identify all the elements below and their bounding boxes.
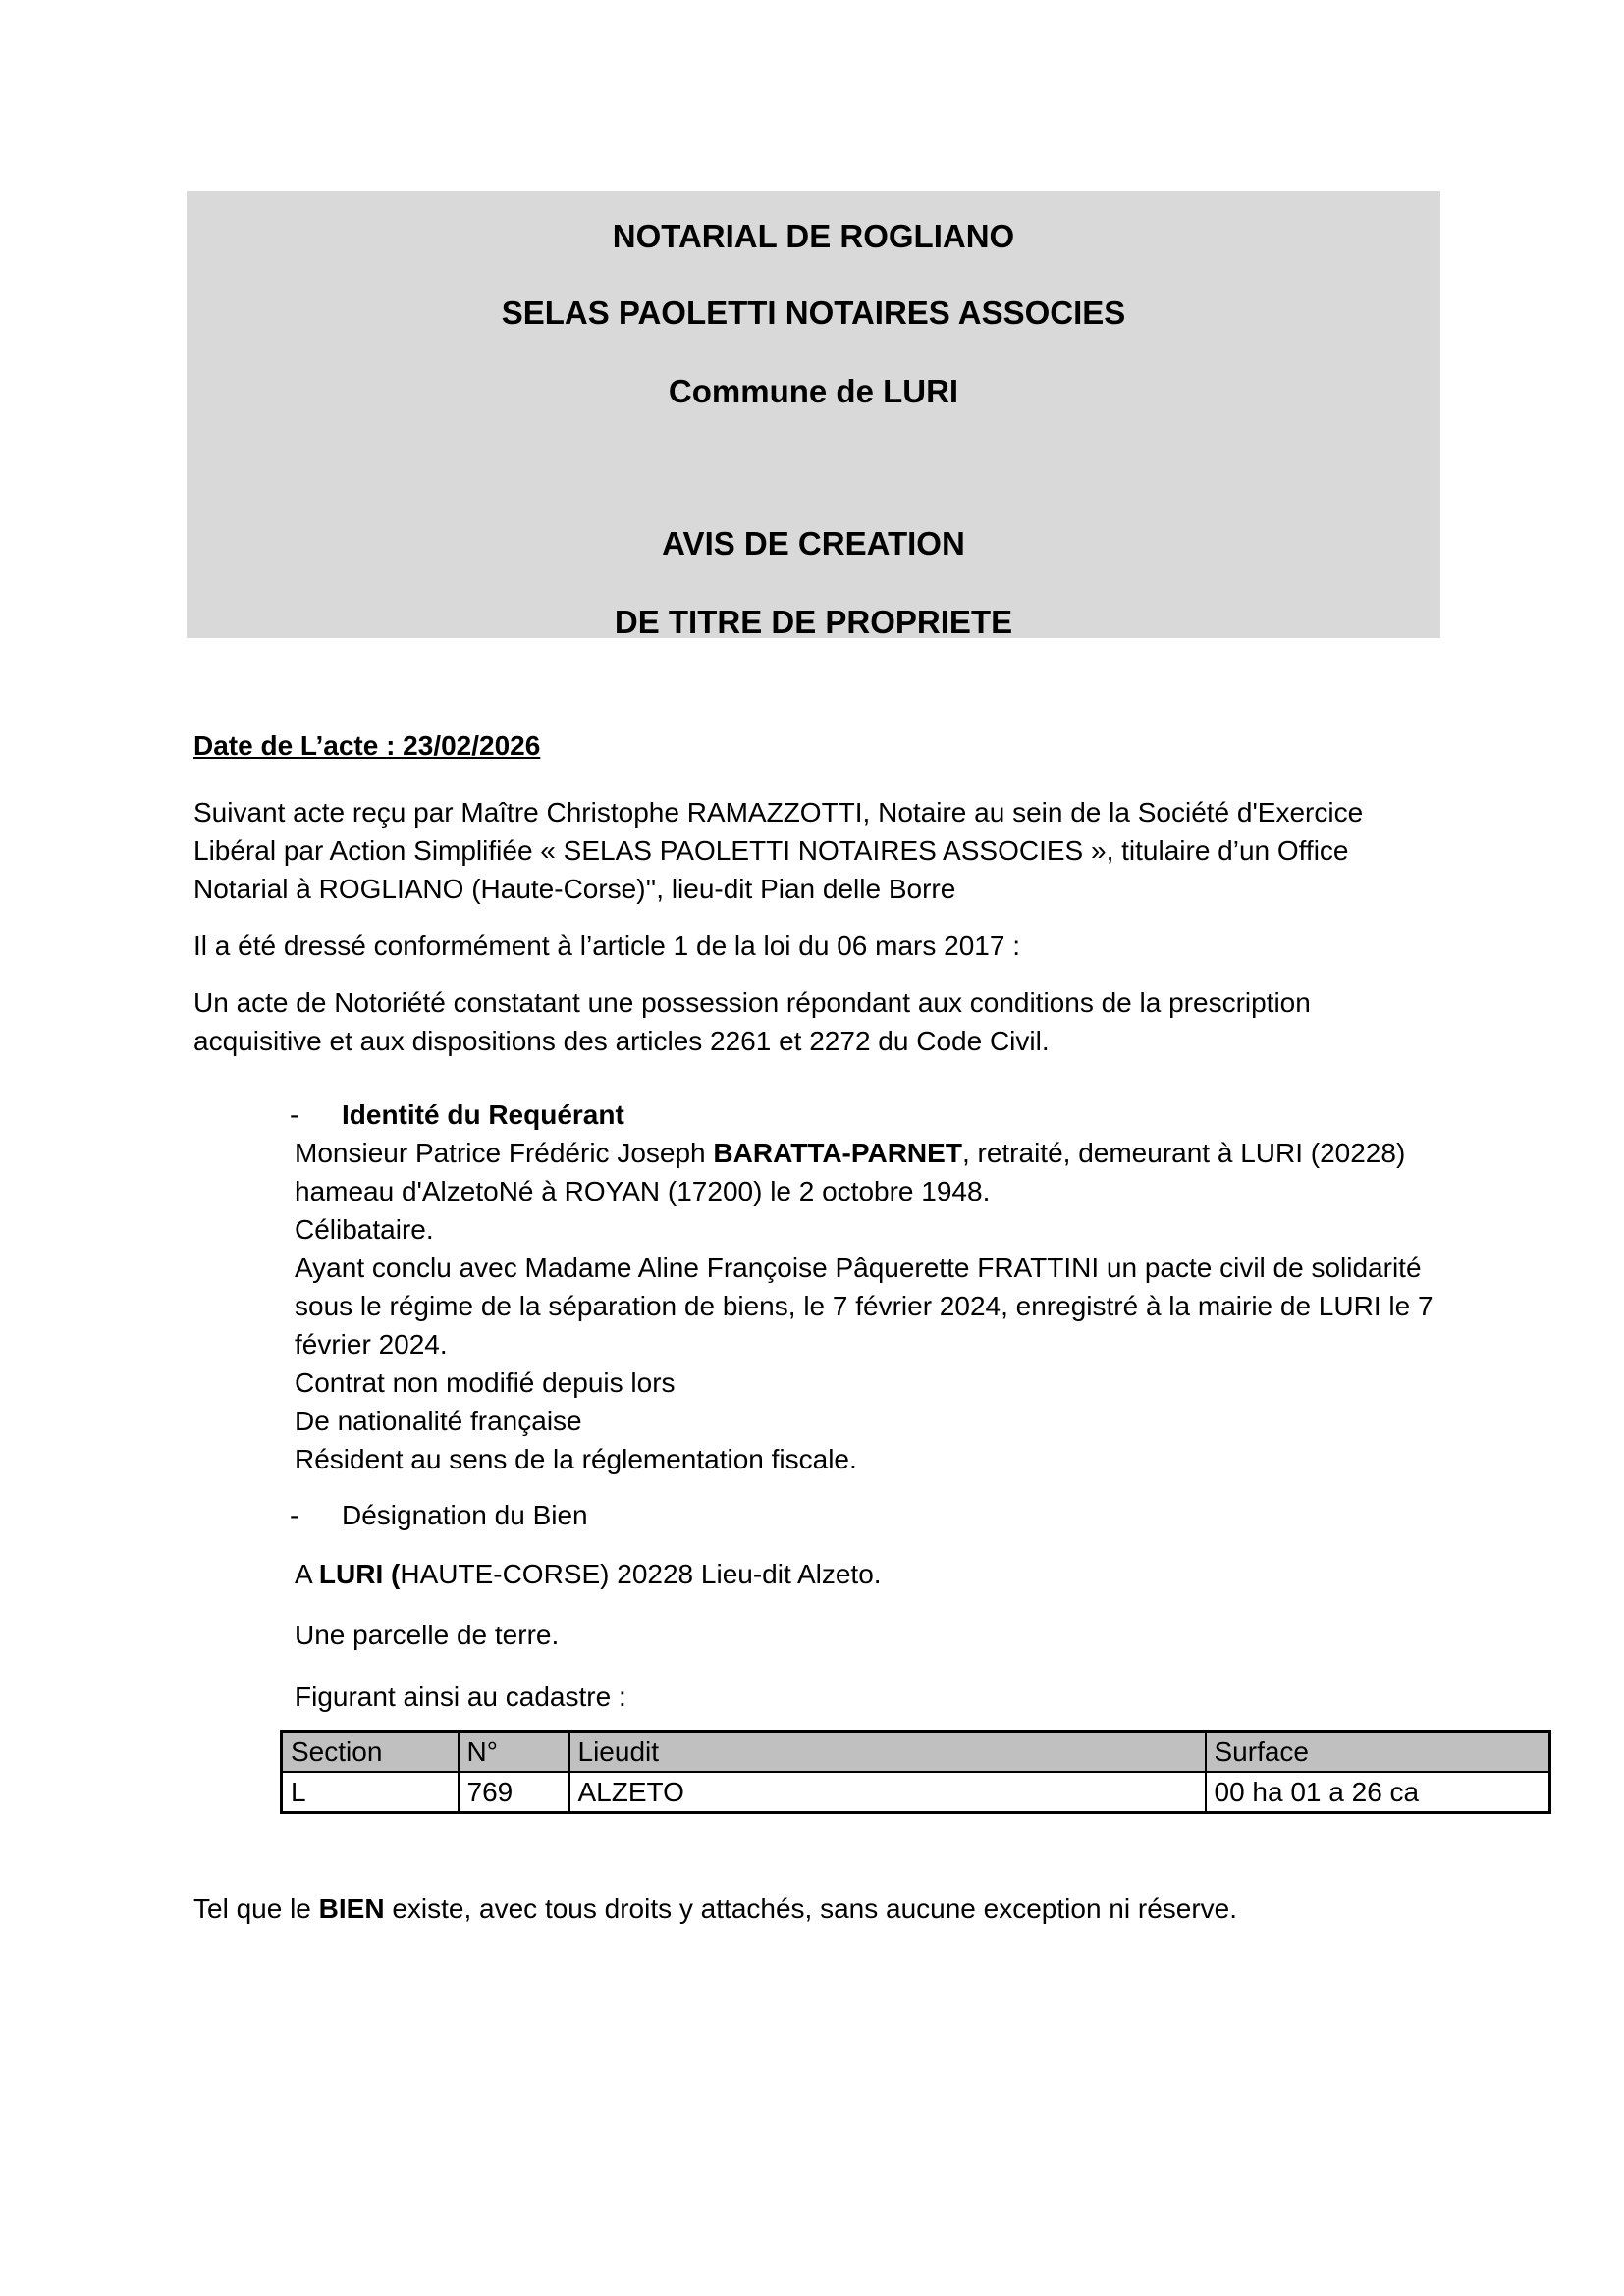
cadastre-table — [280, 1730, 1551, 1814]
identity-section-title: Identité du Requérant — [342, 1099, 624, 1130]
cadastre-header-row — [282, 1732, 1550, 1773]
designation-section-heading — [193, 1496, 1460, 1534]
identity-line: Contrat non modifié depuis lors — [295, 1367, 676, 1398]
closing-bien: BIEN — [318, 1894, 385, 1924]
paragraph-line: Un acte de Notoriété constatant une possession répondant aux conditions de la prescription — [193, 988, 1311, 1018]
paragraph-acte-notoriete — [193, 984, 1460, 1060]
column-header-section: Section — [282, 1732, 459, 1773]
closing-line — [193, 1890, 1460, 1928]
cadastre-data-row — [282, 1772, 1550, 1813]
list-dash: - — [290, 1099, 299, 1130]
cell-numero: 769 — [459, 1772, 569, 1813]
cell-section: L — [282, 1772, 459, 1813]
identity-section-heading — [193, 1095, 1460, 1134]
parcelle-line: Une parcelle de terre. — [295, 1620, 560, 1650]
location-pre: A — [295, 1559, 319, 1589]
identity-section-text — [193, 1134, 1460, 1478]
location-post: HAUTE-CORSE) 20228 Lieu-dit Alzeto. — [400, 1559, 882, 1589]
column-header-numero: N° — [459, 1732, 569, 1773]
identity-line: sous le régime de la séparation de biens, le 7 février 2024, enregistré à la mairie de LURI le 7 — [295, 1291, 1434, 1321]
identity-line: Célibataire. — [295, 1214, 434, 1245]
acte-date-line: Date de L’acte : 23/02/2026 — [193, 730, 541, 761]
column-header-surface: Surface — [1206, 1732, 1550, 1773]
identity-line: février 2024. — [295, 1329, 448, 1360]
cell-surface: 00 ha 01 a 26 ca — [1206, 1772, 1550, 1813]
cell-lieudit: ALZETO — [569, 1772, 1206, 1813]
identity-line: hameau d'AlzetoNé à ROYAN (17200) le 2 octobre 1948. — [295, 1176, 991, 1206]
designation-section-title: Désignation du Bien — [342, 1500, 588, 1530]
document-body — [193, 726, 1460, 1928]
identity-line-1-post: , retraité, demeurant à LURI (20228) — [961, 1138, 1406, 1168]
banner-line-3: Commune de LURI — [668, 373, 959, 409]
identity-line: Résident au sens de la réglementation fiscale. — [295, 1444, 857, 1474]
identity-line-1 — [295, 1134, 1460, 1172]
paragraph-line: acquisitive et aux dispositions des articles 2261 et 2272 du Code Civil. — [193, 1026, 1050, 1056]
column-header-lieudit: Lieudit — [569, 1732, 1206, 1773]
cadastre-intro-line: Figurant ainsi au cadastre : — [295, 1682, 626, 1712]
banner-line-5: DE TITRE DE PROPRIETE — [614, 604, 1013, 638]
property-location-line — [193, 1555, 1460, 1593]
location-commune: LURI ( — [318, 1559, 401, 1589]
banner-line-1: NOTARIAL DE ROGLIANO — [612, 218, 1015, 254]
banner-line-2: SELAS PAOLETTI NOTAIRES ASSOCIES — [501, 294, 1126, 331]
list-dash: - — [290, 1500, 299, 1530]
cadastre-table-wrapper — [280, 1730, 1460, 1814]
paragraph-dresse: Il a été dressé conformément à l’article 1 de la loi du 06 mars 2017 : — [193, 931, 1020, 961]
requerant-name: BARATTA-PARNET — [713, 1138, 962, 1168]
identity-line: Ayant conclu avec Madame Aline Françoise Pâquerette FRATTINI un pacte civil de solidarité — [295, 1253, 1422, 1283]
paragraph-line: Suivant acte reçu par Maître Christophe RAMAZZOTTI, Notaire au sein de la Société d'Exercice — [193, 797, 1364, 828]
paragraph-line: Libéral par Action Simplifiée « SELAS PAOLETTI NOTAIRES ASSOCIES », titulaire d’un Office — [193, 835, 1349, 866]
closing-pre: Tel que le — [193, 1894, 319, 1924]
identity-line-1-pre: Monsieur Patrice Frédéric Joseph — [295, 1138, 714, 1168]
paragraph-suivant-acte — [193, 793, 1460, 908]
closing-post: existe, avec tous droits y attachés, sans aucune exception ni réserve. — [384, 1894, 1238, 1924]
title-banner — [187, 191, 1440, 638]
identity-line: De nationalité française — [295, 1406, 582, 1436]
banner-line-4: AVIS DE CREATION — [662, 525, 965, 561]
paragraph-line: Notarial à ROGLIANO (Haute-Corse)'', lieu-dit Pian delle Borre — [193, 874, 956, 904]
